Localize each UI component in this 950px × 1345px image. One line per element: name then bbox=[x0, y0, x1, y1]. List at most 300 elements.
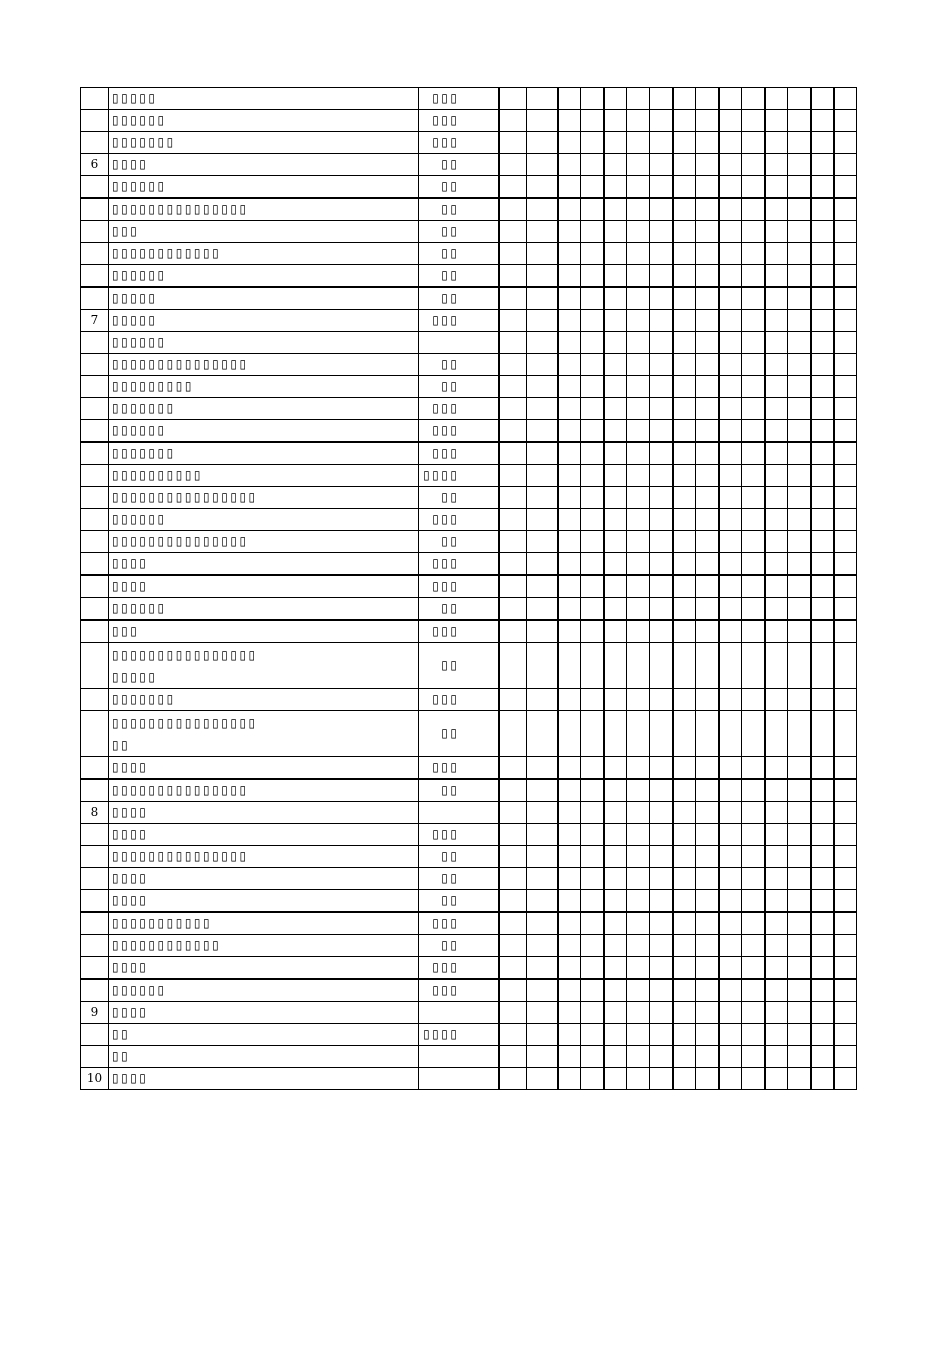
blank-cell bbox=[834, 868, 857, 890]
blank-cell bbox=[650, 420, 673, 443]
blank-cell bbox=[765, 265, 788, 288]
item-name: ▯▯▯▯▯▯ bbox=[109, 110, 419, 132]
blank-cell bbox=[650, 132, 673, 154]
blank-cell bbox=[673, 132, 696, 154]
item-unit bbox=[419, 1002, 499, 1024]
table-row bbox=[81, 553, 857, 576]
blank-cell bbox=[604, 643, 627, 689]
blank-cell bbox=[627, 465, 650, 487]
blank-cell bbox=[558, 598, 581, 621]
blank-cell bbox=[834, 176, 857, 199]
blank-cell bbox=[627, 1024, 650, 1046]
blank-cell bbox=[834, 979, 857, 1002]
row-number bbox=[81, 420, 109, 443]
blank-cell bbox=[527, 1046, 558, 1068]
blank-cell bbox=[788, 1068, 811, 1090]
blank-cell bbox=[742, 265, 765, 288]
blank-cell bbox=[581, 132, 604, 154]
blank-cell bbox=[499, 354, 527, 376]
item-unit: ▯▯▯ bbox=[419, 957, 499, 980]
blank-cell bbox=[673, 620, 696, 643]
blank-cell bbox=[719, 420, 742, 443]
table-row bbox=[81, 487, 857, 509]
blank-cell bbox=[719, 1002, 742, 1024]
table-row bbox=[81, 420, 857, 443]
blank-cell bbox=[627, 243, 650, 265]
blank-cell bbox=[696, 332, 719, 354]
blank-cell bbox=[673, 221, 696, 243]
blank-cell bbox=[696, 287, 719, 310]
blank-cell bbox=[650, 265, 673, 288]
blank-cell bbox=[558, 935, 581, 957]
table-row bbox=[81, 757, 857, 780]
row-number bbox=[81, 979, 109, 1002]
item-unit: ▯▯ bbox=[419, 221, 499, 243]
blank-cell bbox=[788, 824, 811, 846]
blank-cell bbox=[581, 620, 604, 643]
blank-cell bbox=[527, 689, 558, 711]
blank-cell bbox=[581, 509, 604, 531]
item-name-line-2: ▯▯ bbox=[112, 737, 131, 752]
blank-cell bbox=[558, 620, 581, 643]
item-name: ▯▯▯▯▯▯▯ bbox=[109, 132, 419, 154]
blank-cell bbox=[627, 398, 650, 420]
blank-cell bbox=[499, 779, 527, 802]
item-name: ▯▯▯▯▯▯▯▯▯▯▯▯▯▯▯ bbox=[109, 531, 419, 553]
blank-cell bbox=[765, 824, 788, 846]
blank-cell bbox=[499, 332, 527, 354]
blank-cell bbox=[558, 420, 581, 443]
blank-cell bbox=[650, 757, 673, 780]
blank-cell bbox=[696, 575, 719, 598]
blank-cell bbox=[604, 442, 627, 465]
blank-cell bbox=[834, 376, 857, 398]
blank-cell bbox=[673, 957, 696, 980]
blank-cell bbox=[788, 354, 811, 376]
blank-cell bbox=[673, 890, 696, 913]
item-unit: ▯▯▯ bbox=[419, 912, 499, 935]
blank-cell bbox=[673, 420, 696, 443]
item-unit bbox=[419, 1068, 499, 1090]
blank-cell bbox=[581, 531, 604, 553]
item-unit bbox=[419, 1046, 499, 1068]
table-row bbox=[81, 332, 857, 354]
blank-cell bbox=[604, 957, 627, 980]
row-number bbox=[81, 824, 109, 846]
row-number bbox=[81, 531, 109, 553]
blank-cell bbox=[650, 176, 673, 199]
row-number bbox=[81, 243, 109, 265]
blank-cell bbox=[673, 598, 696, 621]
blank-cell bbox=[627, 643, 650, 689]
blank-cell bbox=[765, 176, 788, 199]
blank-cell bbox=[811, 243, 834, 265]
blank-cell bbox=[673, 154, 696, 176]
blank-cell bbox=[499, 531, 527, 553]
row-number bbox=[81, 465, 109, 487]
blank-cell bbox=[834, 221, 857, 243]
blank-cell bbox=[811, 1068, 834, 1090]
blank-cell bbox=[581, 442, 604, 465]
blank-cell bbox=[581, 757, 604, 780]
blank-cell bbox=[581, 979, 604, 1002]
blank-cell bbox=[765, 1002, 788, 1024]
item-unit: ▯▯ bbox=[419, 265, 499, 288]
blank-cell bbox=[673, 287, 696, 310]
item-unit: ▯▯▯ bbox=[419, 509, 499, 531]
blank-cell bbox=[834, 442, 857, 465]
table-row bbox=[81, 176, 857, 199]
blank-cell bbox=[788, 846, 811, 868]
blank-cell bbox=[719, 1024, 742, 1046]
blank-cell bbox=[788, 779, 811, 802]
table-row bbox=[81, 154, 857, 176]
blank-cell bbox=[811, 287, 834, 310]
item-name bbox=[109, 711, 419, 757]
blank-cell bbox=[834, 1068, 857, 1090]
blank-cell bbox=[788, 1046, 811, 1068]
blank-cell bbox=[650, 442, 673, 465]
blank-cell bbox=[834, 643, 857, 689]
blank-cell bbox=[558, 110, 581, 132]
blank-cell bbox=[527, 779, 558, 802]
blank-cell bbox=[499, 912, 527, 935]
blank-cell bbox=[719, 620, 742, 643]
blank-cell bbox=[499, 620, 527, 643]
blank-cell bbox=[604, 689, 627, 711]
blank-cell bbox=[742, 221, 765, 243]
blank-cell bbox=[834, 1024, 857, 1046]
blank-cell bbox=[604, 620, 627, 643]
blank-cell bbox=[788, 890, 811, 913]
blank-cell bbox=[604, 265, 627, 288]
blank-cell bbox=[788, 332, 811, 354]
blank-cell bbox=[765, 398, 788, 420]
blank-cell bbox=[811, 620, 834, 643]
blank-cell bbox=[604, 1024, 627, 1046]
schedule-table-container bbox=[80, 87, 857, 1090]
blank-cell bbox=[696, 1002, 719, 1024]
item-name: ▯▯▯▯▯▯▯▯▯▯▯▯ bbox=[109, 935, 419, 957]
row-number bbox=[81, 176, 109, 199]
blank-cell bbox=[581, 1068, 604, 1090]
blank-cell bbox=[558, 221, 581, 243]
blank-cell bbox=[788, 620, 811, 643]
row-number bbox=[81, 487, 109, 509]
blank-cell bbox=[673, 243, 696, 265]
blank-cell bbox=[719, 376, 742, 398]
blank-cell bbox=[788, 935, 811, 957]
blank-cell bbox=[811, 846, 834, 868]
item-name: ▯▯▯ bbox=[109, 221, 419, 243]
blank-cell bbox=[719, 154, 742, 176]
table-row bbox=[81, 287, 857, 310]
blank-cell bbox=[558, 1024, 581, 1046]
blank-cell bbox=[673, 198, 696, 221]
item-unit: ▯▯ bbox=[419, 531, 499, 553]
blank-cell bbox=[604, 154, 627, 176]
item-name: ▯▯▯▯ bbox=[109, 1068, 419, 1090]
item-unit: ▯▯▯ bbox=[419, 310, 499, 332]
blank-cell bbox=[811, 442, 834, 465]
blank-cell bbox=[527, 376, 558, 398]
blank-cell bbox=[650, 802, 673, 824]
blank-cell bbox=[527, 110, 558, 132]
blank-cell bbox=[742, 957, 765, 980]
blank-cell bbox=[581, 846, 604, 868]
blank-cell bbox=[788, 176, 811, 199]
blank-cell bbox=[834, 912, 857, 935]
blank-cell bbox=[742, 420, 765, 443]
blank-cell bbox=[581, 957, 604, 980]
blank-cell bbox=[673, 846, 696, 868]
item-name: ▯▯▯▯ bbox=[109, 575, 419, 598]
blank-cell bbox=[581, 265, 604, 288]
blank-cell bbox=[834, 310, 857, 332]
blank-cell bbox=[719, 643, 742, 689]
blank-cell bbox=[558, 643, 581, 689]
blank-cell bbox=[719, 176, 742, 199]
blank-cell bbox=[527, 176, 558, 199]
row-number bbox=[81, 868, 109, 890]
blank-cell bbox=[834, 1046, 857, 1068]
blank-cell bbox=[627, 154, 650, 176]
blank-cell bbox=[499, 442, 527, 465]
blank-cell bbox=[834, 711, 857, 757]
blank-cell bbox=[527, 846, 558, 868]
blank-cell bbox=[627, 711, 650, 757]
blank-cell bbox=[558, 575, 581, 598]
blank-cell bbox=[499, 802, 527, 824]
blank-cell bbox=[788, 575, 811, 598]
item-name: ▯▯▯▯▯▯▯▯▯▯▯▯▯▯▯ bbox=[109, 354, 419, 376]
row-number bbox=[81, 354, 109, 376]
blank-cell bbox=[627, 376, 650, 398]
item-unit: ▯▯ bbox=[419, 890, 499, 913]
blank-cell bbox=[696, 1024, 719, 1046]
blank-cell bbox=[696, 265, 719, 288]
blank-cell bbox=[558, 176, 581, 199]
blank-cell bbox=[499, 376, 527, 398]
row-number bbox=[81, 1024, 109, 1046]
table-row bbox=[81, 132, 857, 154]
table-row bbox=[81, 265, 857, 288]
blank-cell bbox=[527, 890, 558, 913]
item-name: ▯▯▯▯▯▯ bbox=[109, 598, 419, 621]
blank-cell bbox=[834, 824, 857, 846]
blank-cell bbox=[499, 643, 527, 689]
blank-cell bbox=[558, 531, 581, 553]
blank-cell bbox=[719, 442, 742, 465]
blank-cell bbox=[765, 912, 788, 935]
blank-cell bbox=[765, 88, 788, 110]
item-name: ▯▯▯▯ bbox=[109, 553, 419, 576]
row-number bbox=[81, 1046, 109, 1068]
blank-cell bbox=[811, 1024, 834, 1046]
blank-cell bbox=[742, 553, 765, 576]
blank-cell bbox=[558, 890, 581, 913]
blank-cell bbox=[499, 598, 527, 621]
blank-cell bbox=[558, 332, 581, 354]
blank-cell bbox=[627, 553, 650, 576]
blank-cell bbox=[604, 88, 627, 110]
blank-cell bbox=[834, 779, 857, 802]
item-name: ▯▯▯▯ bbox=[109, 802, 419, 824]
blank-cell bbox=[742, 243, 765, 265]
blank-cell bbox=[627, 979, 650, 1002]
row-number bbox=[81, 757, 109, 780]
blank-cell bbox=[673, 1068, 696, 1090]
blank-cell bbox=[527, 287, 558, 310]
blank-cell bbox=[581, 420, 604, 443]
blank-cell bbox=[604, 531, 627, 553]
row-number bbox=[81, 890, 109, 913]
item-name: ▯▯▯▯▯▯ bbox=[109, 979, 419, 1002]
blank-cell bbox=[673, 643, 696, 689]
blank-cell bbox=[673, 398, 696, 420]
blank-cell bbox=[696, 598, 719, 621]
blank-cell bbox=[499, 154, 527, 176]
blank-cell bbox=[788, 221, 811, 243]
blank-cell bbox=[834, 354, 857, 376]
table-row bbox=[81, 509, 857, 531]
item-unit: ▯▯ bbox=[419, 643, 499, 689]
blank-cell bbox=[558, 354, 581, 376]
blank-cell bbox=[627, 935, 650, 957]
blank-cell bbox=[499, 132, 527, 154]
blank-cell bbox=[604, 243, 627, 265]
blank-cell bbox=[765, 287, 788, 310]
blank-cell bbox=[834, 509, 857, 531]
row-number bbox=[81, 398, 109, 420]
item-unit: ▯▯ bbox=[419, 198, 499, 221]
blank-cell bbox=[719, 198, 742, 221]
blank-cell bbox=[581, 310, 604, 332]
blank-cell bbox=[742, 979, 765, 1002]
blank-cell bbox=[834, 132, 857, 154]
blank-cell bbox=[627, 1068, 650, 1090]
blank-cell bbox=[604, 846, 627, 868]
blank-cell bbox=[788, 868, 811, 890]
blank-cell bbox=[558, 979, 581, 1002]
blank-cell bbox=[627, 575, 650, 598]
blank-cell bbox=[742, 890, 765, 913]
blank-cell bbox=[627, 354, 650, 376]
item-name: ▯▯▯▯▯▯ bbox=[109, 332, 419, 354]
blank-cell bbox=[719, 487, 742, 509]
table-row bbox=[81, 643, 857, 689]
blank-cell bbox=[604, 465, 627, 487]
blank-cell bbox=[650, 376, 673, 398]
blank-cell bbox=[558, 398, 581, 420]
blank-cell bbox=[627, 868, 650, 890]
blank-cell bbox=[604, 711, 627, 757]
blank-cell bbox=[765, 332, 788, 354]
table-row bbox=[81, 198, 857, 221]
item-name: ▯▯▯▯▯▯▯▯▯▯ bbox=[109, 465, 419, 487]
blank-cell bbox=[719, 935, 742, 957]
item-name: ▯▯▯▯ bbox=[109, 757, 419, 780]
blank-cell bbox=[696, 979, 719, 1002]
blank-cell bbox=[650, 354, 673, 376]
blank-cell bbox=[673, 509, 696, 531]
blank-cell bbox=[581, 154, 604, 176]
blank-cell bbox=[765, 465, 788, 487]
blank-cell bbox=[765, 420, 788, 443]
blank-cell bbox=[811, 110, 834, 132]
blank-cell bbox=[604, 553, 627, 576]
table-row bbox=[81, 354, 857, 376]
blank-cell bbox=[719, 265, 742, 288]
blank-cell bbox=[834, 689, 857, 711]
blank-cell bbox=[604, 598, 627, 621]
blank-cell bbox=[742, 779, 765, 802]
blank-cell bbox=[765, 643, 788, 689]
table-row bbox=[81, 846, 857, 868]
blank-cell bbox=[788, 243, 811, 265]
blank-cell bbox=[627, 757, 650, 780]
blank-cell bbox=[696, 221, 719, 243]
blank-cell bbox=[558, 310, 581, 332]
blank-cell bbox=[627, 176, 650, 199]
blank-cell bbox=[742, 531, 765, 553]
blank-cell bbox=[788, 154, 811, 176]
blank-cell bbox=[834, 465, 857, 487]
blank-cell bbox=[765, 890, 788, 913]
table-row bbox=[81, 1024, 857, 1046]
blank-cell bbox=[650, 465, 673, 487]
blank-cell bbox=[696, 310, 719, 332]
blank-cell bbox=[581, 779, 604, 802]
blank-cell bbox=[650, 957, 673, 980]
blank-cell bbox=[604, 176, 627, 199]
blank-cell bbox=[788, 509, 811, 531]
blank-cell bbox=[811, 935, 834, 957]
blank-cell bbox=[696, 935, 719, 957]
blank-cell bbox=[719, 598, 742, 621]
blank-cell bbox=[788, 487, 811, 509]
item-name: ▯▯▯▯ bbox=[109, 824, 419, 846]
blank-cell bbox=[627, 531, 650, 553]
blank-cell bbox=[527, 132, 558, 154]
table-row bbox=[81, 957, 857, 980]
blank-cell bbox=[765, 198, 788, 221]
blank-cell bbox=[788, 643, 811, 689]
blank-cell bbox=[742, 310, 765, 332]
blank-cell bbox=[696, 802, 719, 824]
blank-cell bbox=[581, 354, 604, 376]
blank-cell bbox=[604, 868, 627, 890]
blank-cell bbox=[742, 912, 765, 935]
item-name: ▯▯▯▯▯▯▯▯▯▯▯▯▯▯▯▯ bbox=[109, 487, 419, 509]
blank-cell bbox=[742, 802, 765, 824]
blank-cell bbox=[604, 487, 627, 509]
blank-cell bbox=[834, 598, 857, 621]
blank-cell bbox=[604, 1046, 627, 1068]
row-number: 8 bbox=[81, 802, 109, 824]
blank-cell bbox=[627, 332, 650, 354]
blank-cell bbox=[650, 890, 673, 913]
blank-cell bbox=[604, 354, 627, 376]
blank-cell bbox=[581, 398, 604, 420]
row-number bbox=[81, 221, 109, 243]
blank-cell bbox=[811, 265, 834, 288]
item-name: ▯▯▯▯▯▯▯▯▯▯▯▯▯▯▯ bbox=[109, 779, 419, 802]
blank-cell bbox=[650, 509, 673, 531]
blank-cell bbox=[604, 310, 627, 332]
blank-cell bbox=[650, 575, 673, 598]
item-unit: ▯▯▯ bbox=[419, 88, 499, 110]
